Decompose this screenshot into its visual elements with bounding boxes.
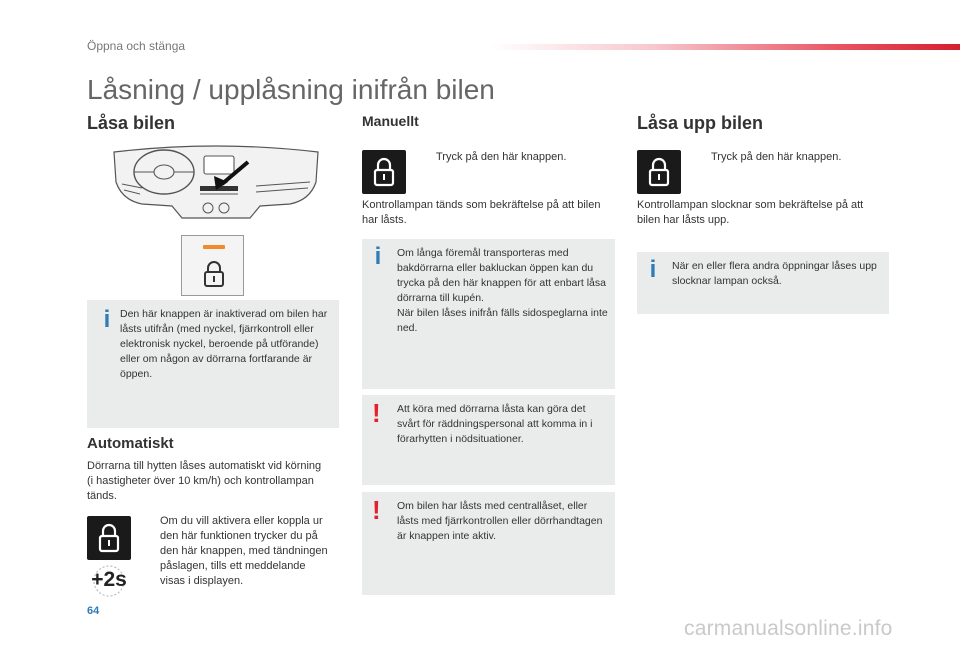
- lock-icon: [87, 516, 131, 560]
- header-bar: [490, 44, 960, 50]
- warning-icon: !: [372, 398, 381, 428]
- unlock-car-heading: Låsa upp bilen: [637, 113, 764, 133]
- page-number: 64: [87, 605, 100, 617]
- lock-button-tile: [362, 150, 406, 194]
- lock-car-heading: Låsa bilen: [87, 113, 176, 133]
- dashboard-illustration: [110, 144, 322, 224]
- dashboard-icon: [110, 144, 322, 224]
- manual-warning-box-2: [362, 492, 615, 595]
- page-title: Låsning / upplåsning inifrån bilen: [87, 74, 495, 105]
- manual-info-text: Om långa föremål transporteras med bakdörrarna eller bakluckan öppen kan du trycka på den här knappen för att enbart låsa dörrarna till kupén. När bilen låses inifrån fälls sidospeglarna inte ned.: [397, 247, 608, 334]
- lock-info-box: [87, 300, 339, 428]
- hold-badge: [86, 564, 132, 598]
- warning-icon: !: [372, 495, 381, 525]
- lock-info-text: Den här knappen är inaktiverad om bilen har låsts utifrån (med nyckel, fjärrkontroll eller elektronisk nyckel, beroende på utförande) eller om någon av dörrarna fortfarande är öppen.: [120, 308, 328, 380]
- lock-button-illustration: [181, 235, 244, 296]
- svg-text:i: i: [649, 258, 657, 280]
- info-icon: [99, 308, 115, 330]
- lock-icon: [637, 150, 681, 194]
- automatic-step: Om du vill aktivera eller koppla ur den här funktionen trycker du på den här knappen, med tändningen påslagen, tills ett meddelande visas i displayen.: [160, 515, 328, 587]
- section-label: Öppna och stänga: [87, 39, 186, 53]
- manual-step: Tryck på den här knappen.: [436, 151, 567, 163]
- unlock-info-text: När en eller flera andra öppningar låses upp slocknar lampan också.: [672, 260, 877, 287]
- hold-badge-text: +2s: [91, 568, 127, 591]
- lock-icon: [202, 260, 226, 288]
- automatic-heading: Automatiskt: [87, 435, 174, 452]
- unlock-button-tile: [637, 150, 681, 194]
- watermark: carmanualsonline.info: [684, 617, 893, 640]
- unlock-text: Kontrollampan slocknar som bekräftelse på att bilen har låsts upp.: [637, 199, 864, 226]
- lock-icon: [362, 150, 406, 194]
- automatic-text: Dörrarna till hytten låses automatiskt vid körning (i hastigheter över 10 km/h) och kontrollampan tänds.: [87, 460, 322, 502]
- manual-warning-text-2: Om bilen har låsts med centrallåset, eller låsts med fjärrkontrollen eller dörrhandtagen är knappen inte aktiv.: [397, 500, 603, 542]
- manual-warning-box-1: [362, 395, 615, 485]
- unlock-info-box: [637, 252, 889, 314]
- manual-info-box: [362, 239, 615, 389]
- indicator-lamp: [203, 245, 225, 249]
- manual-warning-text-1: Att köra med dörrarna låsta kan göra det svårt för räddningspersonal att komma in i förarhytten i nödsituationer.: [397, 403, 593, 445]
- unlock-step: Tryck på den här knappen.: [711, 151, 842, 163]
- info-icon: [370, 245, 386, 267]
- manual-heading: Manuellt: [362, 113, 419, 129]
- manual-text: Kontrollampan tänds som bekräftelse på att bilen har låsts.: [362, 199, 601, 226]
- svg-text:i: i: [374, 245, 382, 267]
- lock-button-tile: [87, 516, 131, 560]
- info-icon: [645, 258, 661, 280]
- svg-text:i: i: [103, 308, 111, 330]
